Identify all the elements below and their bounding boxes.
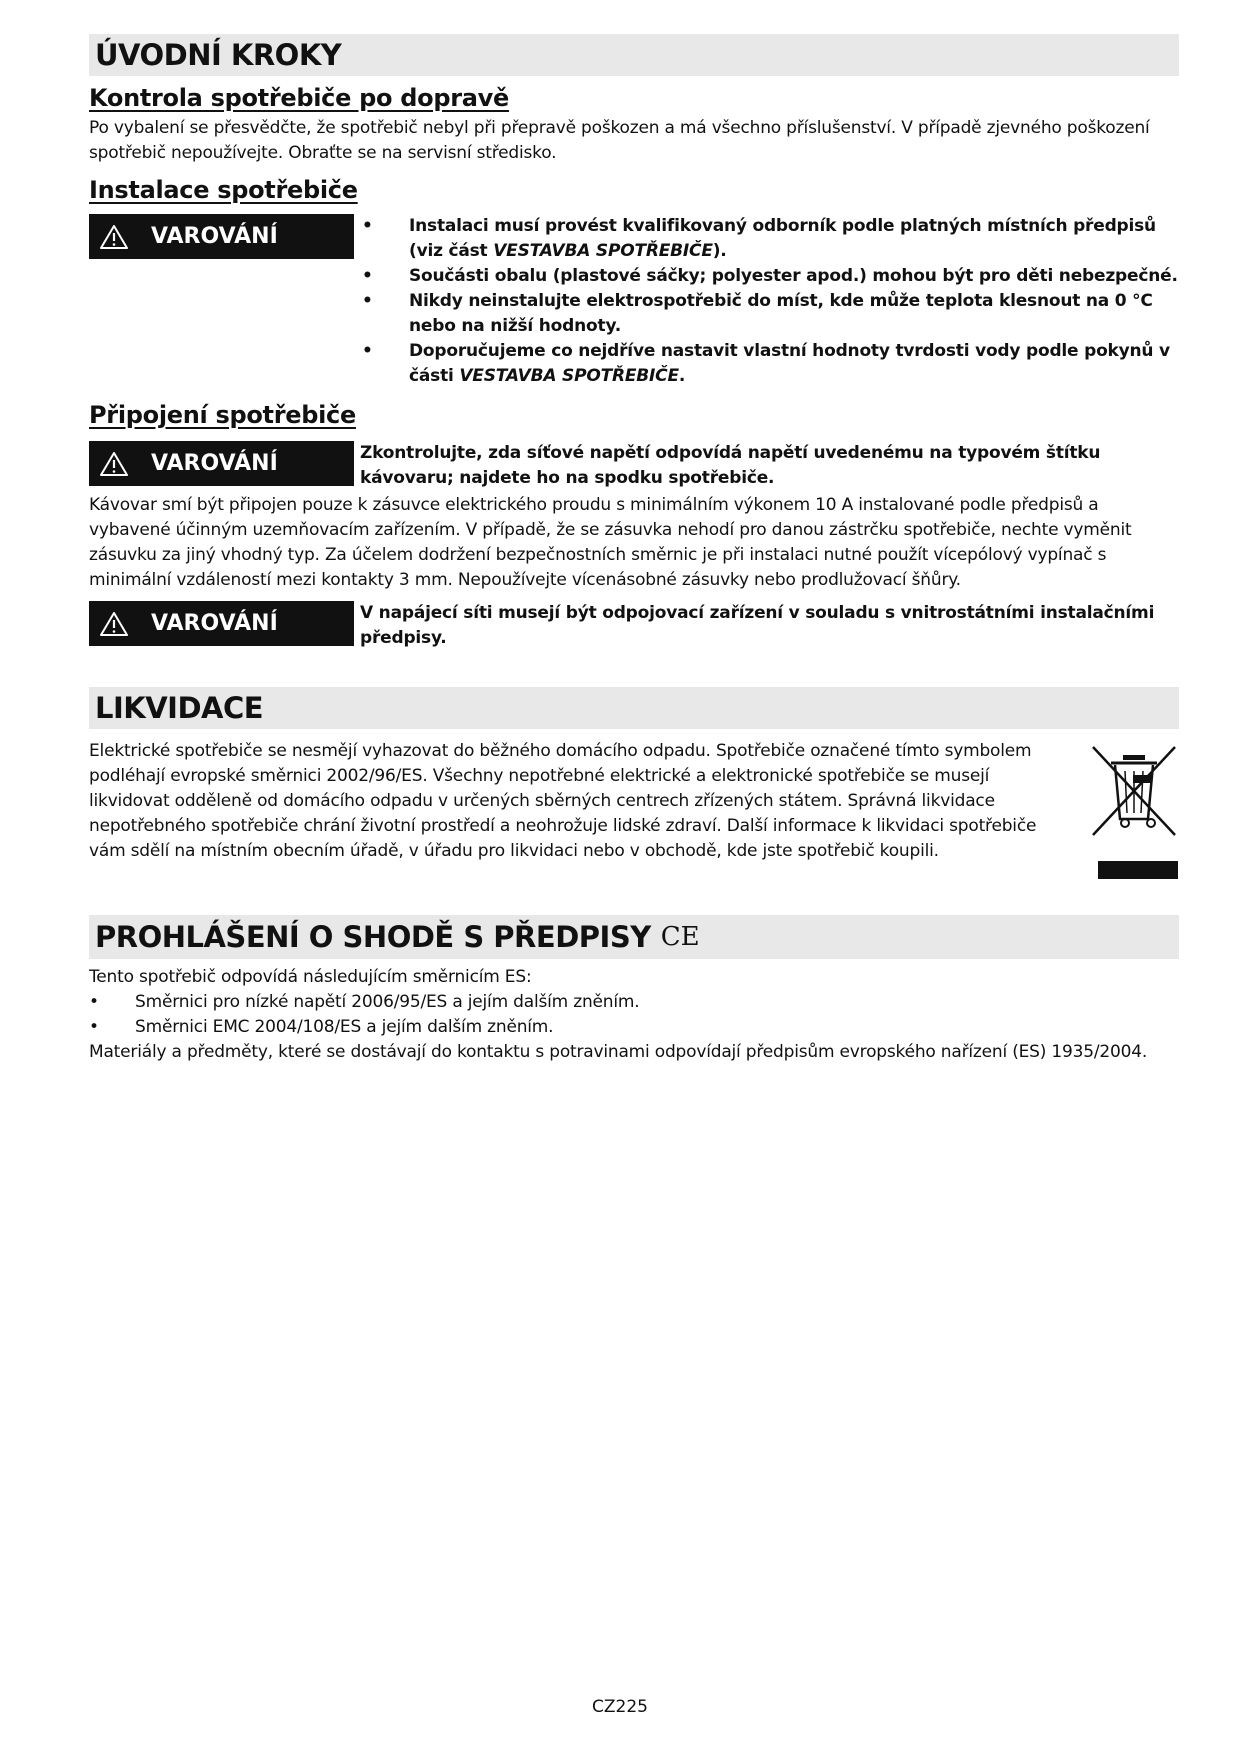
section-title: PROHLÁŠENÍ O SHODĚ S PŘEDPISY (95, 920, 651, 954)
paragraph-connection: Kávovar smí být připojen pouze k zásuvce elektrického proudu s minimálním výkonem 10 A instalované podle předpisů a vybavené účinným uzemňovacím zařízením. V případě, že se zásuvka nehodí pro danou zástrčku spotřebiče, nechte vyměnit zásuvku za jiný vhodný typ. Za účelem dodržení bezpečnostních směrnic je při instalaci nutné použít vícepólový vypínač s minimální vzdáleností mezi kontakty 3 mm. Nepoužívejte vícenásobné zásuvky nebo prodlužovací šňůry. (89, 495, 1132, 590)
warning-badge (89, 441, 354, 486)
list-item: • Nikdy neinstalujte elektrospotřebič do míst, kde může teplota klesnout na 0 °C nebo na nižší hodnoty. (362, 291, 1153, 336)
section-title: LIKVIDACE (95, 691, 264, 725)
list-item: • Doporučujeme co nejdříve nastavit vlastní hodnoty tvrdosti vody podle pokynů v části VESTAVBA SPOTŘEBIČE. (362, 341, 1170, 386)
installation-warning-list (362, 214, 1179, 389)
subheading-installation: Instalace spotřebiče (89, 176, 358, 204)
warning-text: Zkontrolujte, zda síťové napětí odpovídá napětí uvedenému na typovém štítku kávovaru; najdete ho na spodku spotřebiče. (360, 443, 1101, 488)
list-item: • Součásti obalu (plastové sáčky; polyester apod.) mohou být pro děti nebezpečné. (362, 266, 1178, 286)
list-item: • Směrnici EMC 2004/108/ES a jejím dalším zněním. (89, 1017, 554, 1037)
list-item: • Instalaci musí provést kvalifikovaný odborník podle platných místních předpisů (viz část VESTAVBA SPOTŘEBIČE). (362, 216, 1156, 261)
paragraph-conformity-closing: Materiály a předměty, které se dostávají do kontaktu s potravinami odpovídají předpisům evropského nařízení (ES) 1935/2004. (89, 1042, 1148, 1062)
paragraph-conformity-intro: Tento spotřebič odpovídá následujícím směrnicím ES: (89, 967, 532, 987)
disposal-block (89, 739, 1179, 869)
warning-triangle-icon (99, 224, 129, 250)
warning-badge (89, 214, 354, 259)
warning-triangle-icon (99, 611, 129, 637)
warning-voltage (89, 441, 1179, 491)
warning-label: VAROVÁNÍ (151, 451, 278, 476)
warning-installation (89, 214, 1179, 389)
section-title: ÚVODNÍ KROKY (95, 38, 342, 72)
page-content (89, 34, 1179, 1065)
conformity-list (89, 990, 1179, 1040)
warning-badge (89, 601, 354, 646)
page-number: CZ225 (592, 1697, 648, 1717)
paragraph-transport: Po vybalení se přesvědčte, že spotřebič nebyl při přepravě poškozen a má všechno příslušenství. V případě zjevného poškození spotřebič nepoužívejte. Obraťte se na servisní středisko. (89, 118, 1150, 163)
warning-disconnect (89, 601, 1179, 651)
warning-label: VAROVÁNÍ (151, 611, 278, 636)
section-bar-conformity (89, 915, 1179, 959)
paragraph-disposal: Elektrické spotřebiče se nesmějí vyhazovat do běžného domácího odpadu. Spotřebiče označené tímto symbolem podléhají evropské směrnici 2002/96/ES. Všechny nepotřebné elektrické a elektronické spotřebiče se musejí likvidovat odděleně od domácího odpadu v určených sběrných centrech zřízených státem. Správná likvidace nepotřebného spotřebiče chrání životní prostředí a neohrožuje lidské zdraví. Další informace k likvidaci spotřebiče vám sdělí na místním obecním úřadě, v úřadu pro likvidaci nebo v obchodě, kde jste spotřebič koupili. (89, 741, 1037, 861)
section-bar-disposal (89, 687, 1179, 729)
crossed-bin-icon (1089, 739, 1179, 879)
subheading-connection: Připojení spotřebiče (89, 401, 356, 429)
ce-mark: CE (660, 922, 700, 952)
section-bar-intro (89, 34, 1179, 76)
subheading-transport: Kontrola spotřebiče po dopravě (89, 84, 509, 112)
list-item: • Směrnici pro nízké napětí 2006/95/ES a jejím dalším zněním. (89, 992, 640, 1012)
warning-triangle-icon (99, 451, 129, 477)
warning-text: V napájecí síti musejí být odpojovací zařízení v souladu s vnitrostátními instalačními předpisy. (360, 603, 1155, 648)
warning-label: VAROVÁNÍ (151, 224, 278, 249)
